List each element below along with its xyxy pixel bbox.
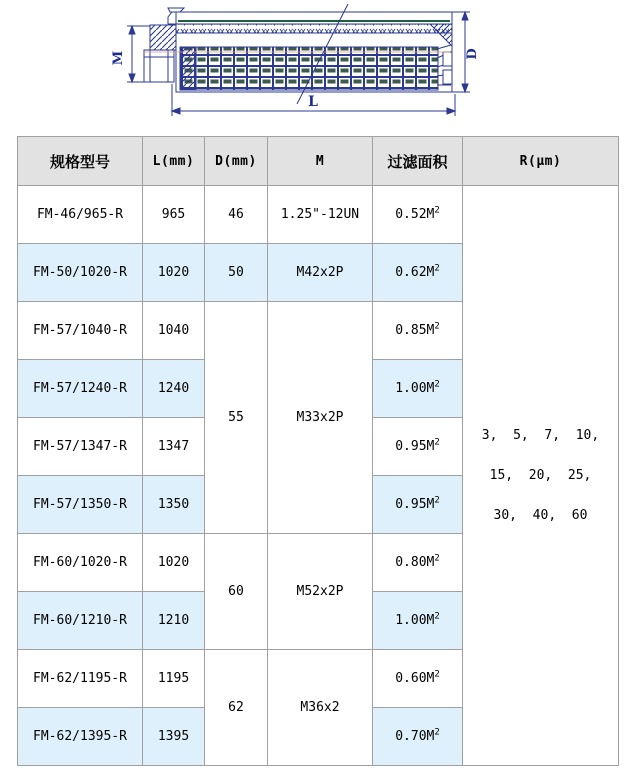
filter-area-cell: $0.70M^2$ [373, 708, 463, 766]
table-row [18, 186, 619, 244]
filter-element-diagram [0, 0, 634, 132]
filter-area-cell: $1.00M^2$ [373, 592, 463, 650]
header-row [18, 137, 619, 186]
length-cell: 1020 [143, 244, 205, 302]
filter-area-cell: $0.95M^2$ [373, 418, 463, 476]
diameter-cell: 62 [205, 650, 268, 766]
thread-cell: M36x2 [268, 650, 373, 766]
filter-area-cell: $0.60M^2$ [373, 650, 463, 708]
diameter-cell: 46 [205, 186, 268, 244]
header-diameter: D(mm) [205, 137, 268, 186]
length-cell: 1347 [143, 418, 205, 476]
diameter-cell: 60 [205, 534, 268, 650]
model-cell: FM-60/1020-R [18, 534, 143, 592]
length-cell: 1195 [143, 650, 205, 708]
length-cell: 1395 [143, 708, 205, 766]
length-cell: 1240 [143, 360, 205, 418]
dimension-d [452, 12, 480, 92]
header-model: 规格型号 [18, 137, 143, 186]
diameter-cell: 55 [205, 302, 268, 534]
header-length: L(mm) [143, 137, 205, 186]
model-cell: FM-62/1395-R [18, 708, 143, 766]
dimension-label-l: L [308, 94, 318, 110]
thread-cell: M42x2P [268, 244, 373, 302]
model-cell: FM-50/1020-R [18, 244, 143, 302]
length-cell: 965 [143, 186, 205, 244]
model-cell: FM-62/1195-R [18, 650, 143, 708]
header-thread: M [268, 137, 373, 186]
model-cell: FM-57/1240-R [18, 360, 143, 418]
filter-area-cell: $0.85M^2$ [373, 302, 463, 360]
micron-rating-values: 3, 5, 7, 10, 15, 20, 25, 30, 40, 60 [481, 428, 600, 523]
thread-fitting [144, 25, 176, 82]
micron-rating-cell [463, 186, 619, 766]
header-filter-area: 过滤面积 [373, 137, 463, 186]
length-cell: 1210 [143, 592, 205, 650]
model-cell: FM-57/1040-R [18, 302, 143, 360]
spec-table [17, 136, 619, 766]
thread-cell: M52x2P [268, 534, 373, 650]
thread-cell: M33x2P [268, 302, 373, 534]
filter-area-cell: $0.80M^2$ [373, 534, 463, 592]
thread-cell: 1.25"-12UN [268, 186, 373, 244]
header-micron-rating: R(μm) [463, 137, 619, 186]
filter-area-cell: $0.62M^2$ [373, 244, 463, 302]
model-cell: FM-57/1347-R [18, 418, 143, 476]
dimension-label-m: M [111, 50, 126, 66]
length-cell: 1350 [143, 476, 205, 534]
diameter-cell: 50 [205, 244, 268, 302]
filter-area-cell: $0.52M^2$ [373, 186, 463, 244]
length-cell: 1020 [143, 534, 205, 592]
model-cell: FM-57/1350-R [18, 476, 143, 534]
length-cell: 1040 [143, 302, 205, 360]
dimension-label-d: D [465, 48, 480, 60]
model-cell: FM-60/1210-R [18, 592, 143, 650]
model-cell: FM-46/965-R [18, 186, 143, 244]
filter-area-cell: $0.95M^2$ [373, 476, 463, 534]
filter-area-cell: $1.00M^2$ [373, 360, 463, 418]
